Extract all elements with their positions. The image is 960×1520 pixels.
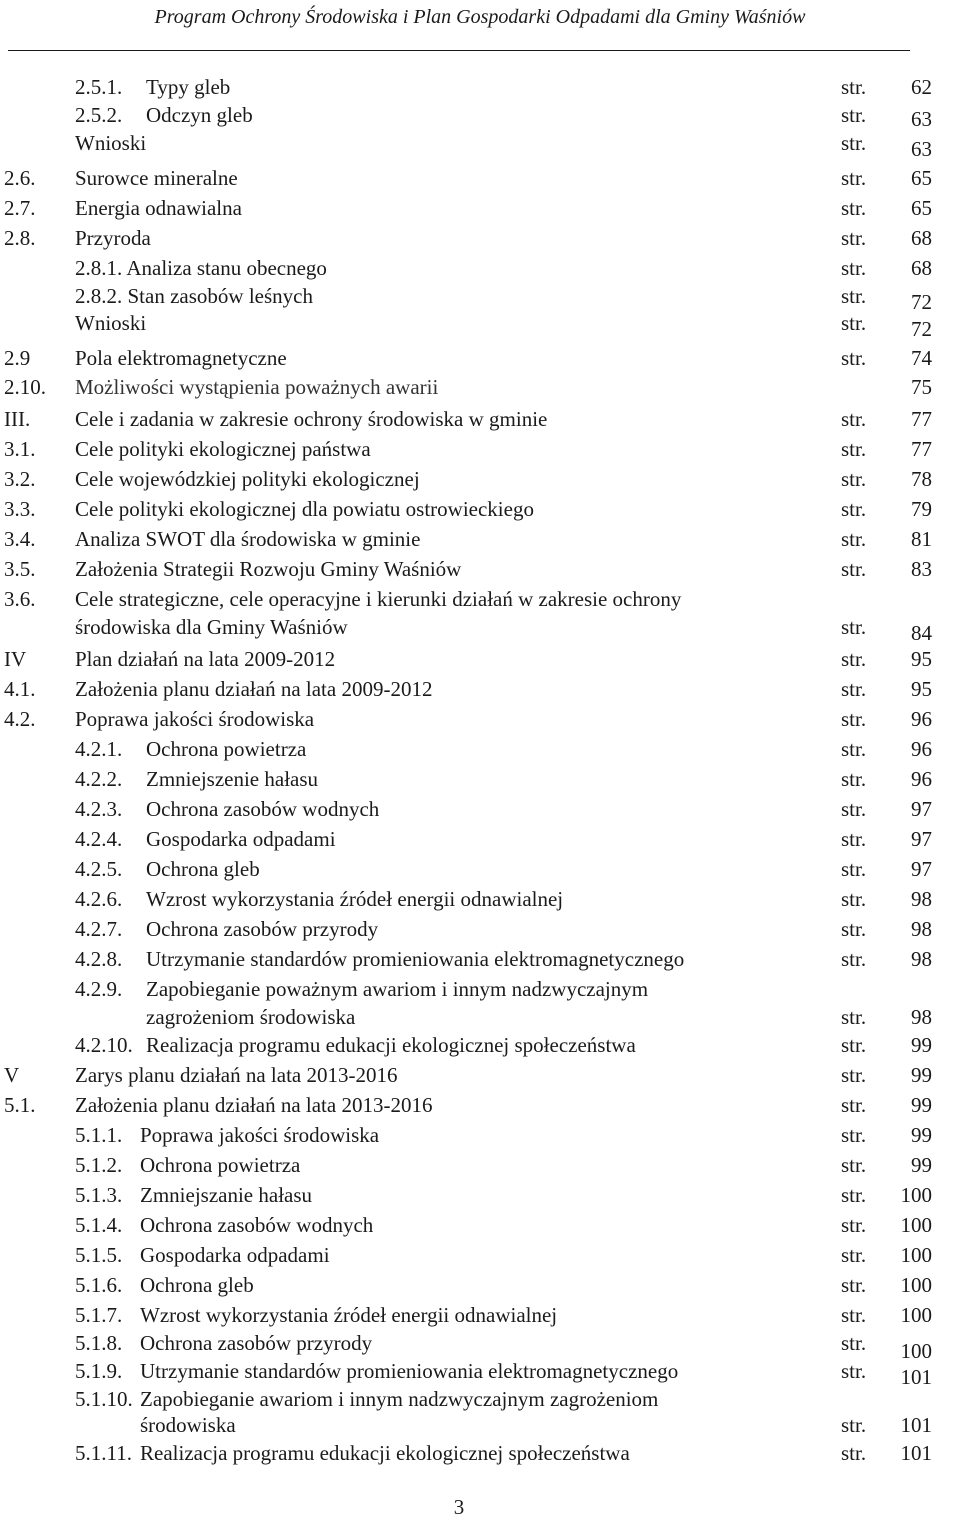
toc-entry-page-number: 99: [911, 1093, 932, 1117]
toc-entry-str-label: str.: [841, 737, 867, 761]
toc-entry-subnumber: 2.5.2.: [75, 103, 123, 127]
toc-entry-page-number: 96: [911, 707, 932, 731]
toc-entry-title: Ochrona zasobów przyrody: [140, 1331, 373, 1355]
toc-entry-title: Utrzymanie standardów promieniowania elektromagnetycznego: [146, 947, 685, 971]
toc-entry-subnumber: 4.2.7.: [75, 917, 123, 941]
toc-entry-str-label: str.: [841, 1243, 867, 1267]
toc-entry-page-number: 100: [900, 1303, 932, 1327]
toc-entry-str-label: str.: [841, 166, 867, 190]
toc-entry-str-label: str.: [841, 1063, 867, 1087]
toc-entry-page-number: 75: [911, 375, 932, 399]
toc-entry-page-number: 79: [911, 497, 932, 521]
toc-entry-title: Ochrona zasobów przyrody: [146, 917, 379, 941]
toc-entry-number: V: [4, 1063, 20, 1087]
toc-entry-page-number: 97: [911, 827, 932, 851]
toc-entry-page-number: 99: [911, 1123, 932, 1147]
toc-entry-title-continued: zagrożeniom środowiska: [146, 1005, 356, 1029]
toc-entry-subnumber: 5.1.8.: [75, 1331, 123, 1355]
toc-entry-str-label: str.: [841, 284, 867, 308]
header-rule: [8, 50, 910, 51]
toc-entry-page-number: 62: [911, 75, 932, 99]
toc-entry-title: Zapobieganie poważnym awariom i innym nadzwyczajnym: [146, 977, 649, 1001]
toc-entry-title: Pola elektromagnetyczne: [75, 346, 287, 370]
toc-entry-str-label: str.: [841, 1005, 867, 1029]
toc-entry-str-label: str.: [841, 857, 867, 881]
toc-entry-title: Ochrona zasobów wodnych: [146, 797, 380, 821]
toc-entry-str-label: str.: [841, 917, 867, 941]
toc-entry-title: Ochrona powietrza: [146, 737, 307, 761]
toc-entry-str-label: str.: [841, 1123, 867, 1147]
toc-entry-title: Cele i zadania w zakresie ochrony środowiska w gminie: [75, 407, 548, 431]
toc-entry-str-label: str.: [841, 407, 867, 431]
toc-entry-str-label: str.: [841, 1441, 867, 1465]
toc-entry-page-number: 98: [911, 917, 932, 941]
toc-entry-str-label: str.: [841, 1331, 867, 1355]
toc-entry-str-label: str.: [841, 346, 867, 370]
toc-entry-title: Zmniejszanie hałasu: [140, 1183, 313, 1207]
toc-entry-number: 2.10.: [4, 375, 46, 399]
toc-entry-page-number: 95: [911, 647, 932, 671]
toc-entry-str-label: str.: [841, 647, 867, 671]
toc-entry-title: Analiza SWOT dla środowiska w gminie: [75, 527, 421, 551]
toc-entry-title: Wnioski: [75, 131, 147, 155]
toc-entry-str-label: str.: [841, 1033, 867, 1057]
toc-entry-subnumber: 4.2.2.: [75, 767, 123, 791]
toc-entry-str-label: str.: [841, 1093, 867, 1117]
toc-entry-title: Cele strategiczne, cele operacyjne i kierunki działań w zakresie ochrony: [75, 587, 682, 611]
toc-entry-page-number: 100: [900, 1243, 932, 1267]
toc-entry-str-label: str.: [841, 256, 867, 280]
toc-entry-page-number: 99: [911, 1033, 932, 1057]
toc-entry-str-label: str.: [841, 75, 867, 99]
toc-entry-title: Realizacja programu edukacji ekologicznej społeczeństwa: [140, 1441, 630, 1465]
toc-entry-number: 2.6.: [4, 166, 36, 190]
toc-entry-subnumber: 5.1.2.: [75, 1153, 123, 1177]
toc-entry-title: Cele polityki ekologicznej państwa: [75, 437, 371, 461]
toc-entry-str-label: str.: [841, 1213, 867, 1237]
toc-entry-str-label: str.: [841, 1183, 867, 1207]
toc-entry-number: 3.3.: [4, 497, 36, 521]
toc-entry-title: Plan działań na lata 2009-2012: [75, 647, 336, 671]
toc-entry-title: Przyroda: [75, 226, 151, 250]
toc-entry-page-number: 81: [911, 527, 932, 551]
toc-entry-page-number: 72: [911, 290, 932, 314]
toc-entry-page-number: 68: [911, 256, 932, 280]
toc-entry-title: Typy gleb: [146, 75, 231, 99]
toc-entry-subnumber: 4.2.10.: [75, 1033, 133, 1057]
toc-entry-title: Możliwości wystąpienia poważnych awarii: [75, 375, 439, 399]
toc-entry-page-number: 74: [911, 346, 932, 370]
toc-entry-subnumber: 5.1.7.: [75, 1303, 123, 1327]
toc-entry-str-label: str.: [841, 615, 867, 639]
toc-entry-number: 3.1.: [4, 437, 36, 461]
toc-entry-page-number: 65: [911, 166, 932, 190]
toc-entry-str-label: str.: [841, 797, 867, 821]
toc-entry-str-label: str.: [841, 103, 867, 127]
toc-entry-title: 2.8.1. Analiza stanu obecnego: [75, 256, 327, 280]
toc-entry-number: 4.1.: [4, 677, 36, 701]
toc-entry-str-label: str.: [841, 677, 867, 701]
toc-entry-title: Cele polityki ekologicznej dla powiatu ostrowieckiego: [75, 497, 534, 521]
toc-entry-subnumber: 5.1.9.: [75, 1359, 123, 1383]
toc-entry-page-number: 77: [911, 437, 932, 461]
toc-entry-page-number: 97: [911, 857, 932, 881]
toc-entry-number: IV: [4, 647, 27, 671]
toc-entry-page-number: 72: [911, 317, 932, 341]
toc-entry-str-label: str.: [841, 827, 867, 851]
toc-entry-subnumber: 5.1.3.: [75, 1183, 123, 1207]
toc-entry-title: Wnioski: [75, 311, 147, 335]
toc-entry-subnumber: 5.1.1.: [75, 1123, 123, 1147]
toc-entry-page-number: 100: [900, 1273, 932, 1297]
toc-entry-number: 4.2.: [4, 707, 36, 731]
toc-entry-title: Poprawa jakości środowiska: [140, 1123, 380, 1147]
toc-entry-page-number: 97: [911, 797, 932, 821]
toc-entry-number: 2.9: [4, 346, 31, 370]
toc-entry-subnumber: 4.2.4.: [75, 827, 123, 851]
toc-entry-page-number: 95: [911, 677, 932, 701]
toc-entry-page-number: 63: [911, 107, 932, 131]
toc-entry-page-number: 99: [911, 1063, 932, 1087]
toc-entry-title: Zmniejszenie hałasu: [146, 767, 319, 791]
toc-entry-page-number: 96: [911, 767, 932, 791]
toc-entry-number: 3.5.: [4, 557, 36, 581]
toc-entry-subnumber: 4.2.8.: [75, 947, 123, 971]
toc-entry-title: Ochrona gleb: [146, 857, 260, 881]
toc-entry-subnumber: 5.1.11.: [75, 1441, 132, 1465]
toc-entry-page-number: 98: [911, 947, 932, 971]
toc-entry-str-label: str.: [841, 1273, 867, 1297]
toc-entry-page-number: 98: [911, 887, 932, 911]
toc-entry-title: Cele wojewódzkiej polityki ekologicznej: [75, 467, 420, 491]
toc-entry-page-number: 100: [900, 1339, 932, 1363]
toc-entry-title: 2.8.2. Stan zasobów leśnych: [75, 284, 313, 308]
toc-entry-page-number: 63: [911, 137, 932, 161]
toc-entry-subnumber: 4.2.5.: [75, 857, 123, 881]
toc-entry-title: Ochrona gleb: [140, 1273, 254, 1297]
toc-entry-page-number: 101: [900, 1441, 932, 1465]
toc-entry-str-label: str.: [841, 311, 867, 335]
toc-entry-page-number: 78: [911, 467, 932, 491]
toc-entry-str-label: str.: [841, 527, 867, 551]
toc-entry-title: Poprawa jakości środowiska: [75, 707, 315, 731]
toc-entry-subnumber: 5.1.4.: [75, 1213, 123, 1237]
toc-entry-title: Założenia planu działań na lata 2013-2016: [75, 1093, 433, 1117]
toc-entry-str-label: str.: [841, 557, 867, 581]
toc-entry-str-label: str.: [841, 887, 867, 911]
toc-entry-page-number: 99: [911, 1153, 932, 1177]
toc-entry-number: III.: [4, 407, 31, 431]
toc-entry-subnumber: 2.5.1.: [75, 75, 123, 99]
toc-entry-str-label: str.: [841, 131, 867, 155]
toc-entry-title: Wzrost wykorzystania źródeł energii odnawialnej: [146, 887, 564, 911]
toc-entry-title: Zapobieganie awariom i innym nadzwyczajnym zagrożeniom: [140, 1387, 659, 1411]
page-number: 3: [453, 1495, 465, 1519]
toc-entry-number: 3.2.: [4, 467, 36, 491]
toc-entry-str-label: str.: [841, 947, 867, 971]
toc-entry-subnumber: 4.2.3.: [75, 797, 123, 821]
toc-entry-str-label: str.: [841, 767, 867, 791]
toc-entry-subnumber: 5.1.6.: [75, 1273, 123, 1297]
toc-entry-page-number: 68: [911, 226, 932, 250]
toc-entry-title: Założenia planu działań na lata 2009-2012: [75, 677, 433, 701]
toc-entry-title: Gospodarka odpadami: [146, 827, 336, 851]
toc-entry-title: Realizacja programu edukacji ekologicznej społeczeństwa: [146, 1033, 636, 1057]
toc-entry-title: Surowce mineralne: [75, 166, 238, 190]
page-header-title: Program Ochrony Środowiska i Plan Gospodarki Odpadami dla Gminy Waśniów: [154, 6, 806, 28]
toc-entry-number: 5.1.: [4, 1093, 36, 1117]
toc-entry-title: Zarys planu działań na lata 2013-2016: [75, 1063, 398, 1087]
toc-entry-title: Wzrost wykorzystania źródeł energii odnawialnej: [140, 1303, 558, 1327]
toc-entry-page-number: 100: [900, 1183, 932, 1207]
toc-entry-title: Ochrona zasobów wodnych: [140, 1213, 374, 1237]
toc-entry-title-continued: środowiska dla Gminy Waśniów: [75, 615, 348, 639]
toc-entry-str-label: str.: [841, 196, 867, 220]
toc-entry-str-label: str.: [841, 1359, 867, 1383]
toc-entry-str-label: str.: [841, 437, 867, 461]
toc-entry-str-label: str.: [841, 226, 867, 250]
toc-entry-page-number: 96: [911, 737, 932, 761]
toc-entry-str-label: str.: [841, 707, 867, 731]
toc-entry-str-label: str.: [841, 1153, 867, 1177]
toc-entry-title: Założenia Strategii Rozwoju Gminy Waśniów: [75, 557, 462, 581]
toc-entry-subnumber: 5.1.5.: [75, 1243, 123, 1267]
toc-entry-str-label: str.: [841, 467, 867, 491]
toc-entry-page-number: 101: [900, 1365, 932, 1389]
toc-entry-str-label: str.: [841, 1303, 867, 1327]
toc-entry-str-label: str.: [841, 1413, 867, 1437]
toc-entry-title-continued: środowiska: [140, 1413, 236, 1437]
toc-entry-page-number: 83: [911, 557, 932, 581]
toc-entry-page-number: 98: [911, 1005, 932, 1029]
toc-entry-page-number: 77: [911, 407, 932, 431]
toc-entry-page-number: 101: [900, 1413, 932, 1437]
toc-entry-title: Utrzymanie standardów promieniowania elektromagnetycznego: [140, 1359, 679, 1383]
toc-entry-number: 3.6.: [4, 587, 36, 611]
toc-entry-number: 2.7.: [4, 196, 36, 220]
toc-entry-subnumber: 4.2.6.: [75, 887, 123, 911]
toc-entry-title: Ochrona powietrza: [140, 1153, 301, 1177]
toc-entry-subnumber: 4.2.9.: [75, 977, 123, 1001]
toc-entry-subnumber: 5.1.10.: [75, 1387, 133, 1411]
toc-entry-number: 2.8.: [4, 226, 36, 250]
toc-entry-page-number: 65: [911, 196, 932, 220]
toc-entry-number: 3.4.: [4, 527, 36, 551]
toc-entry-title: Odczyn gleb: [146, 103, 253, 127]
toc-entry-page-number: 100: [900, 1213, 932, 1237]
toc-entry-title: Energia odnawialna: [75, 196, 242, 220]
toc-entry-subnumber: 4.2.1.: [75, 737, 123, 761]
toc-entry-str-label: str.: [841, 497, 867, 521]
toc-entry-title: Gospodarka odpadami: [140, 1243, 330, 1267]
toc-entry-page-number: 84: [911, 621, 932, 645]
